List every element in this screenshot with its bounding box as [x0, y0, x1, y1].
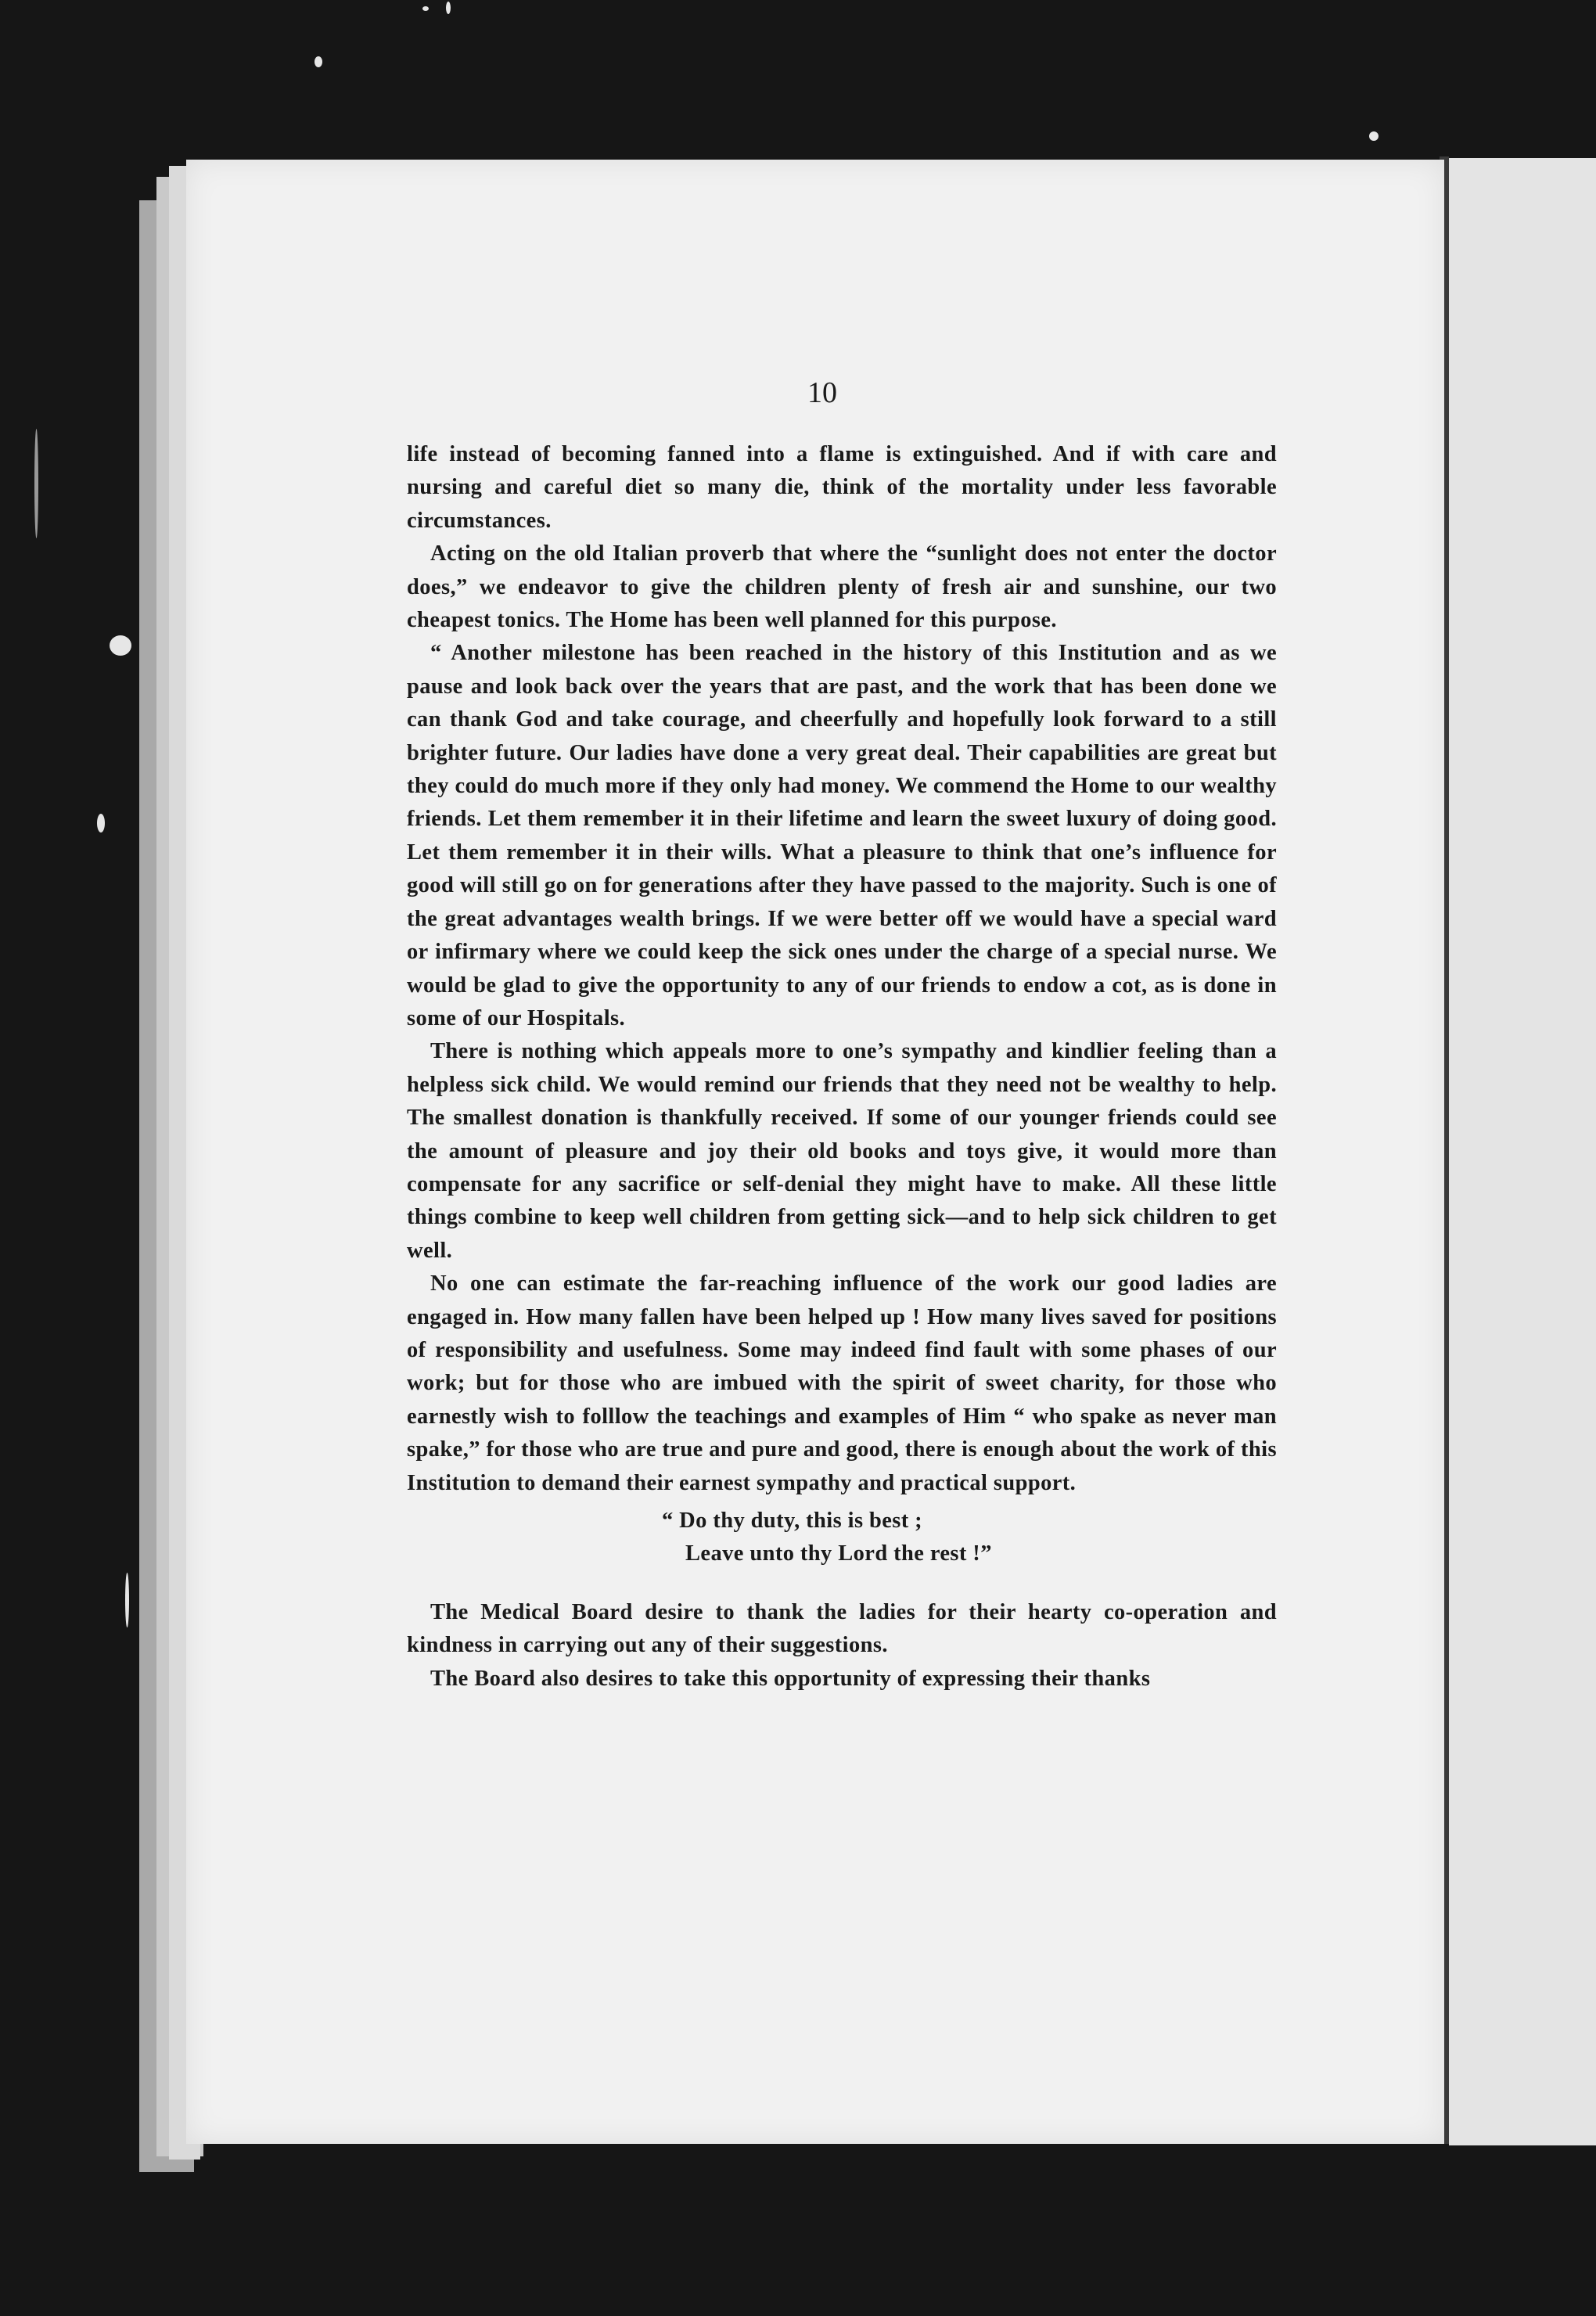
facing-page: [1449, 158, 1596, 2145]
dust-speck: [422, 6, 429, 11]
verse-line: “ Do thy duty, this is best ;: [662, 1509, 923, 1533]
dust-speck: [125, 1573, 129, 1627]
dust-speck: [446, 2, 451, 14]
dust-speck: [1369, 131, 1379, 141]
paragraph: Acting on the old Italian proverb that where the “sunlight does not enter the doctor does,” we endeavor to give the children plenty of fresh air and sunshine, our two cheapest tonics. The Home has been well planned for this purpose.: [407, 541, 1277, 633]
dust-speck: [97, 814, 105, 833]
paragraph: life instead of becoming fanned into a flame is extinguished. And if with care and nursing and careful diet so many die, think of the mortality under less favorable circumstances.: [407, 442, 1277, 533]
dust-speck: [315, 56, 322, 67]
page-number: 10: [807, 376, 837, 409]
paragraph: The Medical Board desire to thank the ladies for their hearty co-operation and kindness in carrying out any of their suggestions.: [407, 1599, 1277, 1658]
dust-speck: [34, 429, 38, 538]
paragraph: “ Another milestone has been reached in the history of this Institution and as we pause and look back over the years that are past, and the work that has been done we can thank God and take courage, and cheerfully and hopefully look forward to a still brighter future. Our ladies have done a very great deal. Their capabilities are great but they could do much more if they only had money. We commend the Home to our wealthy friends. Let them remember it in their lifetime and learn the sweet luxury of doing good. Let them remember it in their wills. What a pleasure to think that one’s influence for good will still go on for generations after they have passed to the majority. Such is one of the great advantages wealth brings. If we were better off we would have a special ward or infirmary where we could keep the sick ones under the charge of a special nurse. We would be glad to give the opportunity to any of our friends to endow a cot, as is done in some of our Hospitals.: [407, 641, 1277, 1030]
page-body: [407, 438, 1277, 1696]
dust-speck: [110, 635, 131, 656]
verse-line: Leave unto thy Lord the rest !”: [685, 1541, 992, 1566]
paragraph: There is nothing which appeals more to one’s sympathy and kindlier feeling than a helpless sick child. We would remind our friends that they need not be wealthy to help. The smallest donation is thankfully received. If some of our younger friends could see the amount of pleasure and joy their old books and toys give, it would more than compensate for any sacrifice or self-denial they might have to make. All these little things combine to keep well children from getting sick—and to help sick children to get well.: [407, 1039, 1277, 1263]
paragraph: The Board also desires to take this opportunity of expressing their thanks: [430, 1666, 1151, 1691]
verse-quote: [407, 1505, 1277, 1571]
paragraph: No one can estimate the far-reaching influence of the work our good ladies are engaged in. How many fallen have been helped up ! How many lives saved for positions of responsibility and usefulness. Some may indeed find fault with some phases of our work; but for those who are imbued with the spirit of sweet charity, for those who earnestly wish to folllow the teachings and examples of Him “ who spake as never man spake,” for those who are true and pure and good, there is enough about the work of this Institution to demand their earnest sympathy and practical support.: [407, 1271, 1277, 1495]
